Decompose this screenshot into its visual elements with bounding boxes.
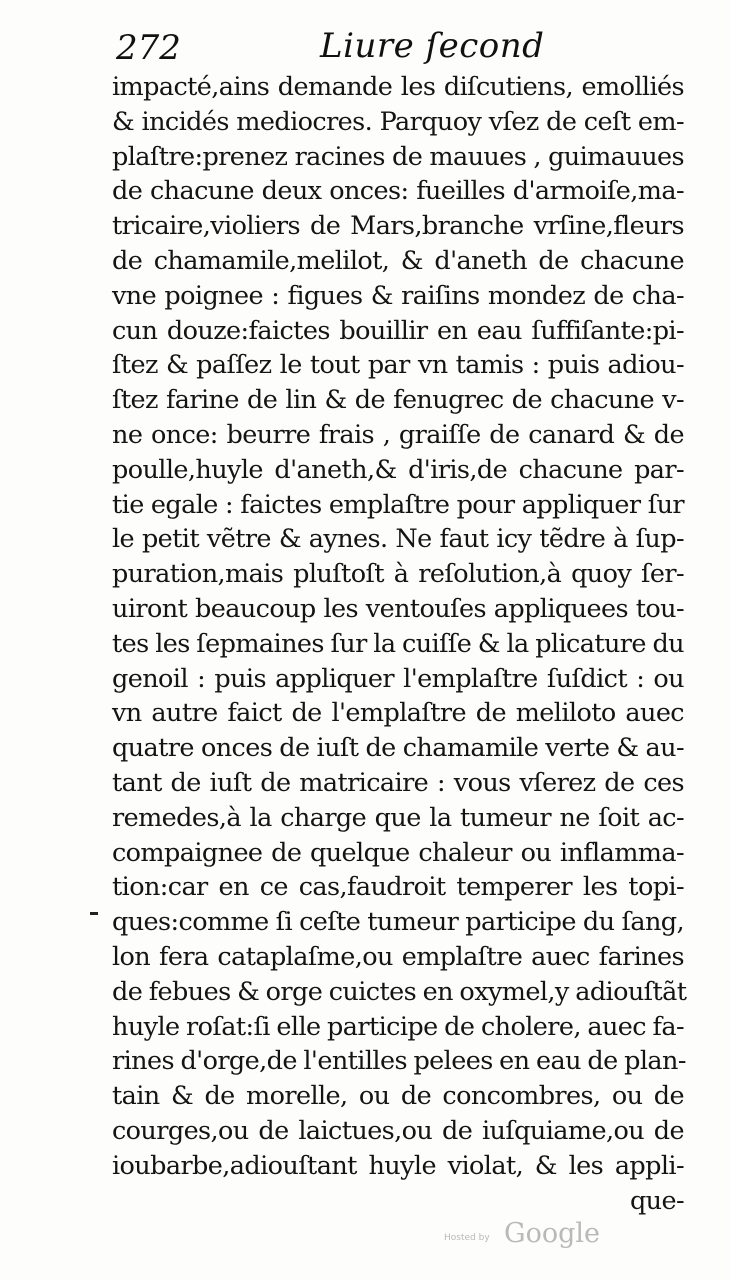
text-line: tie egale : faictes emplaſtre pour appliquer ſur bbox=[112, 489, 684, 520]
page-number: 272 bbox=[116, 28, 181, 68]
text-line: le petit vẽtre & aynes. Ne faut icy tẽdre à ſup- bbox=[112, 524, 684, 555]
text-line: de chamamile,melilot, & d'aneth de chacune bbox=[112, 245, 684, 276]
running-head bbox=[110, 20, 670, 70]
text-line: huyle roſat:ſi elle participe de cholere, auec fa- bbox=[112, 1011, 684, 1042]
body-text bbox=[112, 70, 687, 1218]
text-line: de chacune deux onces: fueilles d'armoiſe,ma- bbox=[112, 176, 684, 207]
text-line: impacté,ains demande les diſcutiens, emolliés bbox=[112, 72, 684, 102]
text-line: remedes,à la charge que la tumeur ne ſoit ac- bbox=[112, 802, 684, 833]
text-line: tion:car en ce cas,faudroit temperer les topi- bbox=[112, 872, 684, 903]
text-line: tes les ſepmaines ſur la cuiſſe & la plicature du bbox=[112, 628, 684, 659]
text-line: ques:comme ſi ceſte tumeur participe du ſang, bbox=[112, 907, 684, 938]
watermark-google-logo: Google bbox=[504, 1218, 600, 1249]
text-line: ſtez & paſſez le tout par vn tamis : puis adiou- bbox=[112, 350, 684, 381]
text-line: ioubarbe,adiouſtant huyle violat, & les appli- bbox=[112, 1150, 684, 1181]
running-title: Liure ſecond bbox=[320, 26, 545, 66]
text-line: cun douze:faictes bouillir en eau ſuffiſante:pi- bbox=[112, 315, 684, 346]
text-line: puration,mais pluſtoſt à reſolution,à quoy ſer- bbox=[112, 559, 684, 590]
text-line: courges,ou de laictues,ou de iuſquiame,ou de bbox=[112, 1115, 684, 1146]
text-line: ſtez farine de lin & de fenugrec de chacune v- bbox=[112, 385, 684, 416]
text-line: rines d'orge,de l'entilles pelees en eau de plan- bbox=[112, 1046, 686, 1077]
text-line: ne once: beurre frais , graiſſe de canard & de bbox=[112, 419, 684, 450]
text-line: uiront beaucoup les ventouſes appliquees tou- bbox=[112, 593, 684, 624]
text-line: vn autre faict de l'emplaſtre de meliloto auec bbox=[112, 698, 684, 729]
text-line: vne poignee : figues & raiſins mondez de cha- bbox=[112, 280, 684, 311]
text-line: quatre onces de iuſt de chamamile verte & au- bbox=[112, 733, 684, 764]
text-line: tant de iuſt de matricaire : vous vſerez de ces bbox=[112, 767, 684, 798]
hosted-by-google-watermark bbox=[444, 1218, 604, 1252]
text-line: genoil : puis appliquer l'emplaſtre ſuſdict : ou bbox=[112, 663, 684, 694]
text-line: lon fera cataplaſme,ou emplaſtre auec farines bbox=[112, 941, 684, 972]
text-line: & incidés mediocres. Parquoy vſez de ceſt em- bbox=[112, 106, 684, 137]
text-line: tain & de morelle, ou de concombres, ou de bbox=[112, 1081, 684, 1112]
text-line: tricaire,violiers de Mars,branche vrſine,fleurs bbox=[112, 211, 684, 242]
margin-mark bbox=[90, 912, 98, 915]
text-line: compaignee de quelque chaleur ou inflamma- bbox=[112, 837, 684, 868]
text-line: poulle,huyle d'aneth,& d'iris,de chacune par- bbox=[112, 454, 684, 485]
catchword: que- bbox=[629, 1185, 684, 1216]
text-line: de febues & orge cuictes en oxymel,y adiouſtãt bbox=[112, 976, 687, 1007]
text-line: plaſtre:prenez racines de mauues , guimauues bbox=[112, 141, 684, 172]
watermark-hosted-by: Hosted by bbox=[444, 1233, 490, 1243]
